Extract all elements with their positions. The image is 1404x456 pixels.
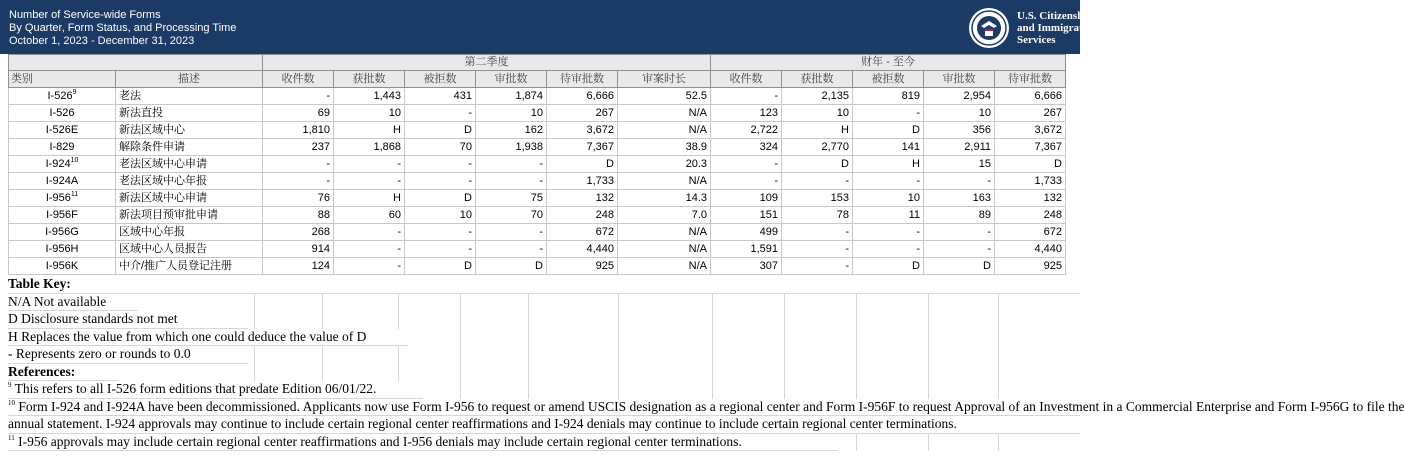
q2-receipts-cell: 69 xyxy=(263,105,334,122)
fy-denied-cell: - xyxy=(853,224,924,241)
fy-denied-cell: 819 xyxy=(853,88,924,105)
q2-approved-cell: 60 xyxy=(334,207,405,224)
group-header-q2: 第二季度 xyxy=(263,55,711,71)
fy-pending-cell: 1,733 xyxy=(995,173,1066,190)
q2-receipts-cell: 88 xyxy=(263,207,334,224)
q2-pending-cell: 267 xyxy=(547,105,618,122)
q2-pending-cell: 925 xyxy=(547,258,618,275)
notes-section xyxy=(8,276,1404,451)
form-number: I-526 xyxy=(49,106,75,119)
fy-pending-cell: 248 xyxy=(995,207,1066,224)
form-description: 新法项目预审批申请 xyxy=(116,207,263,224)
fy-approved-cell: - xyxy=(782,224,853,241)
col-header-q2-pending: 待审批数 xyxy=(547,71,618,88)
q2-pending-cell: 672 xyxy=(547,224,618,241)
group-header-blank xyxy=(9,55,263,71)
table-row xyxy=(9,224,1066,241)
table-row xyxy=(9,139,1066,156)
fy-approved-cell: D xyxy=(782,156,853,173)
table-key-dash: - Represents zero or rounds to 0.0 xyxy=(8,346,248,364)
form-description: 区域中心年报 xyxy=(116,224,263,241)
q2-receipts-cell: 1,810 xyxy=(263,122,334,139)
q2-processing-time-cell: 7.0 xyxy=(618,207,711,224)
q2-processing-time-cell: N/A xyxy=(618,258,711,275)
fy-approved-cell: - xyxy=(782,173,853,190)
q2-denied-cell: 10 xyxy=(405,207,476,224)
q2-completed-cell: - xyxy=(476,224,547,241)
title-line-2: By Quarter, Form Status, and Processing Time xyxy=(9,22,237,34)
column-header-row xyxy=(9,71,1066,88)
fy-pending-cell: 132 xyxy=(995,190,1066,207)
table-key-na: N/A Not available xyxy=(8,294,138,312)
references-title: References: xyxy=(8,364,118,382)
fy-receipts-cell: 2,722 xyxy=(711,122,782,139)
q2-receipts-cell: - xyxy=(263,173,334,190)
reference-10 xyxy=(8,398,1404,417)
q2-pending-cell: 3,672 xyxy=(547,122,618,139)
form-footnote-ref: 10 xyxy=(70,156,79,164)
form-number-cell xyxy=(9,190,116,207)
q2-approved-cell: 1,443 xyxy=(334,88,405,105)
fy-receipts-cell: 123 xyxy=(711,105,782,122)
form-number: I-829 xyxy=(49,140,75,153)
fy-approved-cell: 2,135 xyxy=(782,88,853,105)
q2-pending-cell: 1,733 xyxy=(547,173,618,190)
q2-denied-cell: D xyxy=(405,122,476,139)
table-row xyxy=(9,122,1066,139)
col-header-fy-pending: 待审批数 xyxy=(995,71,1066,88)
fy-pending-cell: 4,440 xyxy=(995,241,1066,258)
fy-completed-cell: 356 xyxy=(924,122,995,139)
fy-denied-cell: 11 xyxy=(853,207,924,224)
form-number-cell xyxy=(9,224,116,241)
form-number-cell xyxy=(9,122,116,139)
reference-9-text: This refers to all I-526 form editions that predate Edition 06/01/22. xyxy=(11,381,377,396)
fy-completed-cell: - xyxy=(924,173,995,190)
fy-completed-cell: - xyxy=(924,224,995,241)
fy-receipts-cell: 109 xyxy=(711,190,782,207)
q2-processing-time-cell: 52.5 xyxy=(618,88,711,105)
q2-denied-cell: - xyxy=(405,173,476,190)
form-description: 解除条件申请 xyxy=(116,139,263,156)
reference-11-text: I-956 approvals may include certain regional center reaffirmations and I-956 denials may include certain regional center terminations. xyxy=(14,433,742,449)
form-number-cell xyxy=(9,156,116,173)
q2-denied-cell: - xyxy=(405,156,476,173)
forms-table xyxy=(8,54,1066,275)
form-footnote-ref: 9 xyxy=(72,88,77,96)
fy-denied-cell: 141 xyxy=(853,139,924,156)
reference-9-number: 9 xyxy=(8,381,12,389)
q2-approved-cell: 1,868 xyxy=(334,139,405,156)
col-header-desc: 描述 xyxy=(116,71,263,88)
form-number-cell xyxy=(9,105,116,122)
q2-processing-time-cell: N/A xyxy=(618,241,711,258)
agency-line-2: and Immigration xyxy=(1017,22,1098,34)
q2-receipts-cell: - xyxy=(263,156,334,173)
q2-processing-time-cell: 38.9 xyxy=(618,139,711,156)
fy-completed-cell: 10 xyxy=(924,105,995,122)
title-line-3: October 1, 2023 - December 31, 2023 xyxy=(9,35,195,47)
q2-receipts-cell: 914 xyxy=(263,241,334,258)
fy-denied-cell: - xyxy=(853,173,924,190)
fy-completed-cell: D xyxy=(924,258,995,275)
form-number: I-956 xyxy=(45,191,71,204)
fy-denied-cell: D xyxy=(853,258,924,275)
form-description: 新法区域中心 xyxy=(116,122,263,139)
q2-approved-cell: - xyxy=(334,241,405,258)
form-description: 区域中心人员报告 xyxy=(116,241,263,258)
fy-completed-cell: 89 xyxy=(924,207,995,224)
form-number-cell xyxy=(9,173,116,190)
q2-processing-time-cell: N/A xyxy=(618,122,711,139)
q2-processing-time-cell: N/A xyxy=(618,224,711,241)
q2-completed-cell: 1,874 xyxy=(476,88,547,105)
q2-approved-cell: H xyxy=(334,122,405,139)
fy-completed-cell: 2,911 xyxy=(924,139,995,156)
fy-pending-cell: 672 xyxy=(995,224,1066,241)
fy-approved-cell: - xyxy=(782,241,853,258)
form-description: 新法直投 xyxy=(116,105,263,122)
fy-pending-cell: 267 xyxy=(995,105,1066,122)
q2-approved-cell: - xyxy=(334,173,405,190)
dhs-seal-icon xyxy=(968,7,1010,49)
fy-approved-cell: H xyxy=(782,122,853,139)
form-number: I-526 xyxy=(47,89,73,102)
fy-completed-cell: 163 xyxy=(924,190,995,207)
form-description: 老法 xyxy=(116,88,263,105)
fy-receipts-cell: - xyxy=(711,156,782,173)
col-header-fy-approved: 获批数 xyxy=(782,71,853,88)
q2-receipts-cell: - xyxy=(263,88,334,105)
reference-11 xyxy=(8,434,838,452)
form-number-cell xyxy=(9,241,116,258)
col-header-q2-denied: 被拒数 xyxy=(405,71,476,88)
reference-10-continued: annual statement. I-924 approvals may continue to include certain regional center reaffirmations and I-924 denials may continue to include certain regional center terminations. xyxy=(8,416,1080,434)
col-header-fy-receipts: 收件数 xyxy=(711,71,782,88)
col-header-q2-approved: 获批数 xyxy=(334,71,405,88)
reference-10-text: Form I-924 and I-924A have been decommissioned. Applicants now use Form I-956 to request or amend USCIS designation as a regional center and Form I-956F to request Approval of an Investment in a Commercial Enterprise and Form I-956G to file the xyxy=(15,398,1404,414)
fy-pending-cell: 6,666 xyxy=(995,88,1066,105)
q2-approved-cell: 10 xyxy=(334,105,405,122)
table-row xyxy=(9,156,1066,173)
table-key-title: Table Key: xyxy=(8,276,1080,294)
fy-pending-cell: 925 xyxy=(995,258,1066,275)
fy-receipts-cell: - xyxy=(711,88,782,105)
form-number: I-956G xyxy=(45,225,79,238)
form-description: 中介/推广人员登记注册 xyxy=(116,258,263,275)
form-description: 老法区域中心申请 xyxy=(116,156,263,173)
q2-completed-cell: 70 xyxy=(476,207,547,224)
fy-pending-cell: D xyxy=(995,156,1066,173)
fy-receipts-cell: 151 xyxy=(711,207,782,224)
form-number-cell xyxy=(9,258,116,275)
q2-processing-time-cell: N/A xyxy=(618,105,711,122)
fy-denied-cell: D xyxy=(853,122,924,139)
q2-denied-cell: - xyxy=(405,224,476,241)
agency-line-3: Services xyxy=(1017,34,1056,46)
col-header-q2-receipts: 收件数 xyxy=(263,71,334,88)
table-key-d: D Disclosure standards not met xyxy=(8,311,248,329)
reference-9 xyxy=(8,381,423,399)
fy-completed-cell: 15 xyxy=(924,156,995,173)
table-row xyxy=(9,105,1066,122)
q2-approved-cell: - xyxy=(334,156,405,173)
q2-completed-cell: - xyxy=(476,173,547,190)
reference-11-number: 11 xyxy=(8,433,15,442)
q2-pending-cell: 248 xyxy=(547,207,618,224)
fy-receipts-cell: - xyxy=(711,173,782,190)
q2-denied-cell: D xyxy=(405,258,476,275)
q2-processing-time-cell: N/A xyxy=(618,173,711,190)
table-row xyxy=(9,258,1066,275)
form-number-cell xyxy=(9,207,116,224)
q2-completed-cell: 1,938 xyxy=(476,139,547,156)
q2-pending-cell: 6,666 xyxy=(547,88,618,105)
q2-completed-cell: 162 xyxy=(476,122,547,139)
fy-completed-cell: 2,954 xyxy=(924,88,995,105)
q2-processing-time-cell: 20.3 xyxy=(618,156,711,173)
q2-completed-cell: D xyxy=(476,258,547,275)
agency-line-1: U.S. Citizenship xyxy=(1017,10,1093,22)
fy-pending-cell: 3,672 xyxy=(995,122,1066,139)
form-description: 新法区域中心申请 xyxy=(116,190,263,207)
col-header-fy-completed: 审批数 xyxy=(924,71,995,88)
fy-completed-cell: - xyxy=(924,241,995,258)
fy-denied-cell: - xyxy=(853,241,924,258)
fy-denied-cell: H xyxy=(853,156,924,173)
title-line-1: Number of Service-wide Forms xyxy=(9,9,161,21)
q2-pending-cell: 4,440 xyxy=(547,241,618,258)
col-header-q2-completed: 审批数 xyxy=(476,71,547,88)
q2-receipts-cell: 237 xyxy=(263,139,334,156)
q2-denied-cell: D xyxy=(405,190,476,207)
q2-receipts-cell: 124 xyxy=(263,258,334,275)
form-footnote-ref: 11 xyxy=(70,190,79,198)
form-number-cell xyxy=(9,88,116,105)
report-title xyxy=(9,9,236,48)
fy-receipts-cell: 499 xyxy=(711,224,782,241)
table-key-h: H Replaces the value from which one could deduce the value of D xyxy=(8,329,408,347)
fy-receipts-cell: 1,591 xyxy=(711,241,782,258)
fy-approved-cell: 10 xyxy=(782,105,853,122)
q2-receipts-cell: 268 xyxy=(263,224,334,241)
group-header-fy: 财年 - 至今 xyxy=(711,55,1066,71)
fy-receipts-cell: 307 xyxy=(711,258,782,275)
q2-completed-cell: 10 xyxy=(476,105,547,122)
fy-approved-cell: 2,770 xyxy=(782,139,853,156)
group-header-row xyxy=(9,55,1066,71)
q2-pending-cell: 7,367 xyxy=(547,139,618,156)
q2-denied-cell: - xyxy=(405,241,476,258)
table-row xyxy=(9,88,1066,105)
fy-approved-cell: 78 xyxy=(782,207,853,224)
form-description: 老法区域中心年报 xyxy=(116,173,263,190)
fy-denied-cell: 10 xyxy=(853,190,924,207)
q2-pending-cell: D xyxy=(547,156,618,173)
q2-completed-cell: 75 xyxy=(476,190,547,207)
q2-denied-cell: - xyxy=(405,105,476,122)
table-row xyxy=(9,173,1066,190)
table-row xyxy=(9,190,1066,207)
q2-approved-cell: - xyxy=(334,224,405,241)
form-number: I-956F xyxy=(46,208,78,221)
form-number: I-924A xyxy=(45,174,79,187)
q2-pending-cell: 132 xyxy=(547,190,618,207)
q2-denied-cell: 431 xyxy=(405,88,476,105)
fy-pending-cell: 7,367 xyxy=(995,139,1066,156)
fy-approved-cell: 153 xyxy=(782,190,853,207)
col-header-q2-processing-time: 审案时长 xyxy=(618,71,711,88)
form-number: I-956H xyxy=(45,242,79,255)
form-number: I-526E xyxy=(45,123,79,136)
q2-completed-cell: - xyxy=(476,241,547,258)
q2-denied-cell: 70 xyxy=(405,139,476,156)
fy-denied-cell: - xyxy=(853,105,924,122)
table-row xyxy=(9,241,1066,258)
q2-approved-cell: - xyxy=(334,258,405,275)
q2-approved-cell: H xyxy=(334,190,405,207)
q2-completed-cell: - xyxy=(476,156,547,173)
form-number-cell xyxy=(9,139,116,156)
agency-name xyxy=(1017,10,1097,46)
fy-receipts-cell: 324 xyxy=(711,139,782,156)
fy-approved-cell: - xyxy=(782,258,853,275)
report-header xyxy=(0,0,1098,54)
form-number: I-924 xyxy=(45,157,71,170)
col-header-fy-denied: 被拒数 xyxy=(853,71,924,88)
col-header-category: 类别 xyxy=(9,71,116,88)
q2-processing-time-cell: 14.3 xyxy=(618,190,711,207)
form-number: I-956K xyxy=(45,259,79,272)
reference-10-number: 10 xyxy=(8,398,15,407)
table-row xyxy=(9,207,1066,224)
q2-receipts-cell: 76 xyxy=(263,190,334,207)
